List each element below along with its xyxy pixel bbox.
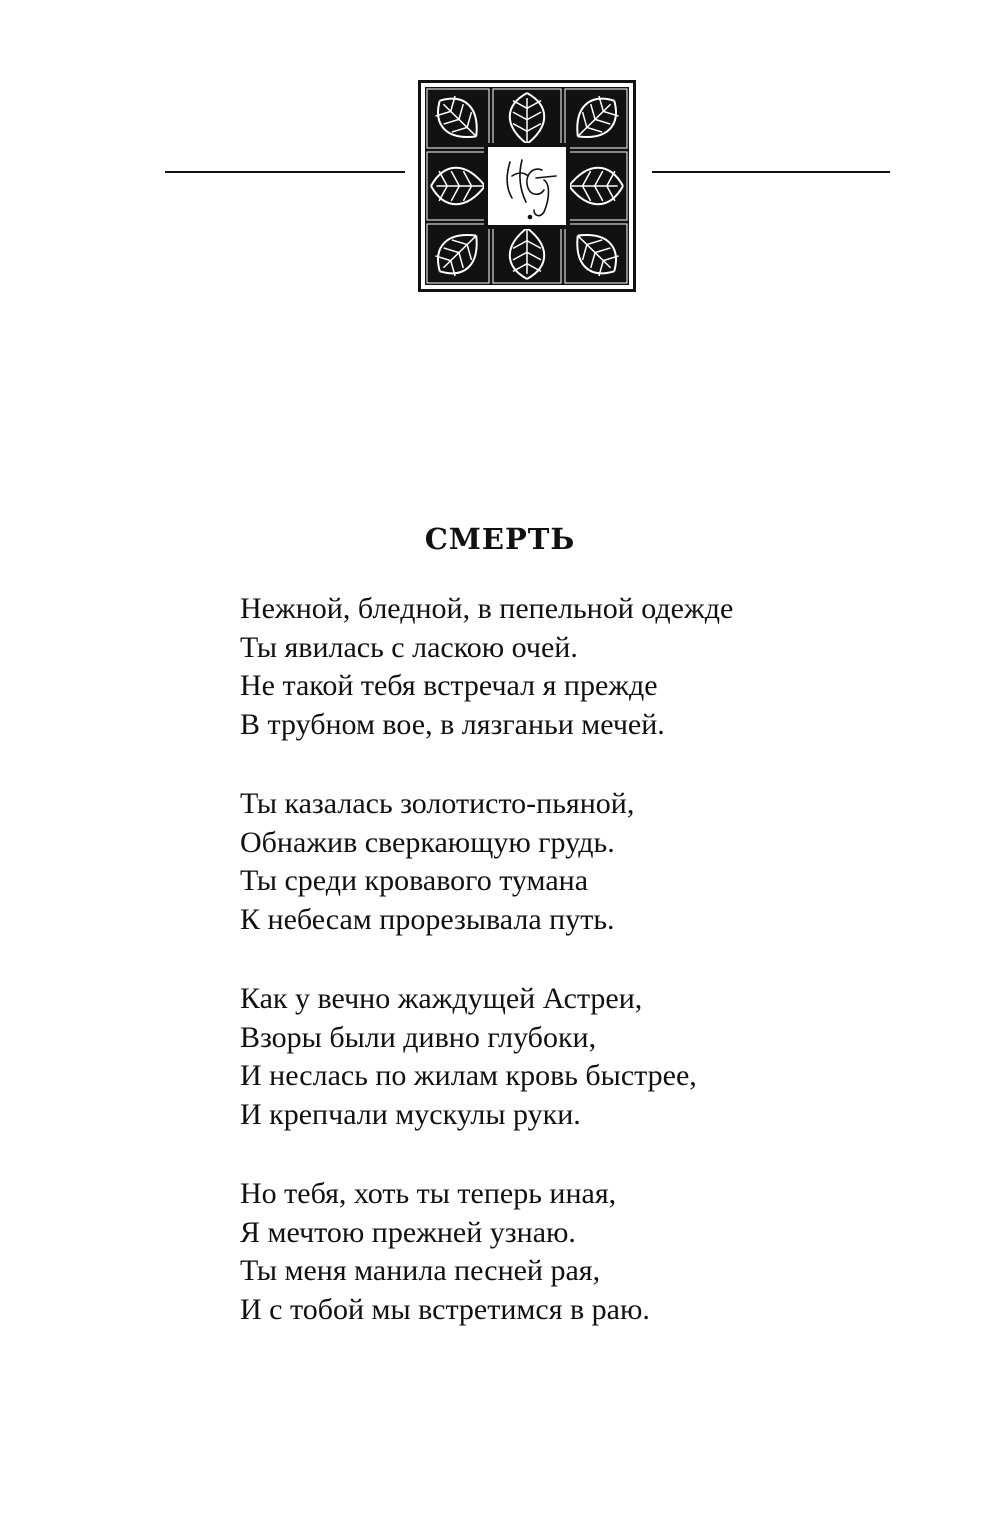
monogram-vignette-icon — [418, 80, 636, 292]
poem-line: Ты меня манила песней рая, — [240, 1254, 601, 1287]
poem-line: В трубном вое, в лязганьи мечей. — [240, 707, 665, 741]
poem-line: Не такой тебя встречал я прежде — [240, 669, 658, 702]
poem-line: Нежной, бледной, в пепельной одежде — [240, 592, 734, 625]
poem-line: Как у вечно жаждущей Астреи, — [240, 982, 643, 1015]
poem-line: Ты казалась золотисто-пьяной, — [240, 787, 635, 820]
poem-body — [240, 590, 880, 1370]
poem-line: И с тобой мы встретимся в раю. — [240, 1292, 650, 1326]
stanza — [240, 1175, 880, 1329]
poem-line: Взоры были дивно глубоки, — [240, 1020, 597, 1054]
poem-line: Ты среди кровавого тумана — [240, 864, 589, 897]
poem-line: Обнажив сверкающую грудь. — [240, 825, 615, 859]
poem-line: Ты явилась с ласкою очей. — [240, 630, 578, 664]
stanza — [240, 785, 880, 939]
right-divider-rule — [652, 171, 890, 173]
stanza — [240, 980, 880, 1134]
poem-title: СМЕРТЬ — [424, 522, 576, 556]
poem-line: И неслась по жилам кровь быстрее, — [240, 1059, 697, 1092]
poem-line: И крепчали мускулы руки. — [240, 1097, 581, 1131]
poem-line: Но тебя, хоть ты теперь иная, — [240, 1177, 617, 1210]
stanza — [240, 590, 880, 744]
left-divider-rule — [165, 171, 405, 173]
poem-line: К небесам прорезывала путь. — [240, 902, 615, 936]
poem-line: Я мечтою прежней узнаю. — [240, 1215, 576, 1249]
